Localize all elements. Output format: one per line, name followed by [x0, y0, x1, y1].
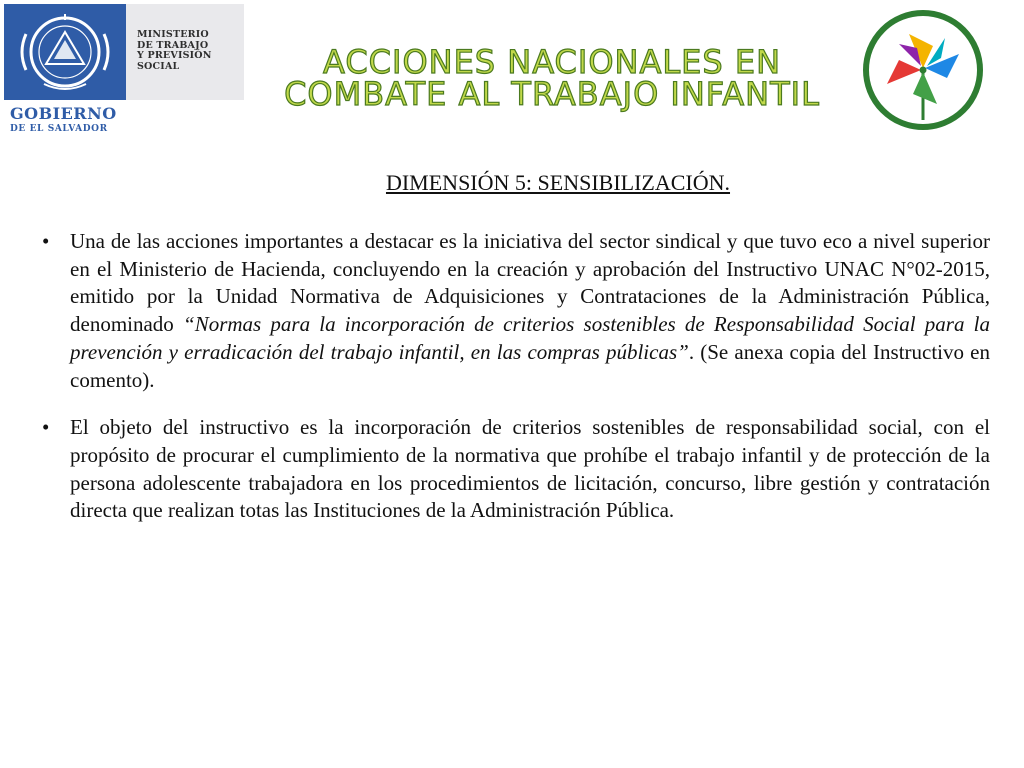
gov-label: GOBIERNO — [10, 104, 117, 123]
bullet-text — [70, 414, 990, 525]
bullet-text — [70, 228, 990, 394]
coat-of-arms-icon — [4, 4, 126, 100]
bullet-mark: • — [42, 415, 50, 440]
ministry-line: DE TRABAJO — [137, 39, 209, 51]
bullet-text-plain: El objeto del instructivo es la incorporación de criterios sostenibles de responsabilidad social, con el propósito de procurar el cumplimiento de la normativa que prohíbe el trabajo infantil y de protección de la persona adolescente trabajadora en los procedimientos de licitación, concurso, libre gestión y contratación directa que realizan totas las Instituciones de la Administración Pública. — [70, 415, 990, 523]
ministry-name — [137, 30, 242, 72]
section-subtitle: DIMENSIÓN 5: SENSIBILIZACIÓN. — [385, 170, 731, 195]
bullet-list — [42, 228, 990, 545]
ministry-line: Y PREVISIÓN — [137, 50, 212, 61]
ministry-line: MINISTERIO — [137, 29, 209, 40]
bullet-text-plain: Una de las acciones importantes a destacar es la iniciativa del sector sindical y que tuvo eco a nivel superior en el Ministerio de Hacienda, concluyendo en la creación y aprobación del Instructivo UNAC N°02-2015, emitido por la Unidad Normativa de Adquisiciones y Contrataciones de la Administración Pública, denominado — [70, 229, 990, 337]
list-item — [42, 414, 990, 525]
bullet-mark: • — [42, 229, 50, 253]
bullet-text-italic: “Normas para la incorporación de criterios sostenibles de Responsabilidad Social para la prevención y erradicación del trabajo infantil, en las compras públicas” — [70, 312, 990, 364]
ministry-line: SOCIAL — [137, 60, 180, 72]
government-logo — [4, 4, 244, 134]
gov-sublabel: DE EL SALVADOR — [10, 124, 108, 134]
page-title: ACCIONES NACIONALES EN COMBATE AL TRABAJO INFANTIL — [284, 43, 820, 113]
bullet-text-plain: . (Se anexa copia del Instructivo en comento). — [70, 339, 991, 392]
list-item — [42, 228, 990, 394]
pinwheel-logo-icon — [861, 8, 985, 132]
pinwheel-logo — [861, 8, 985, 132]
coat-of-arms-panel — [4, 4, 126, 100]
